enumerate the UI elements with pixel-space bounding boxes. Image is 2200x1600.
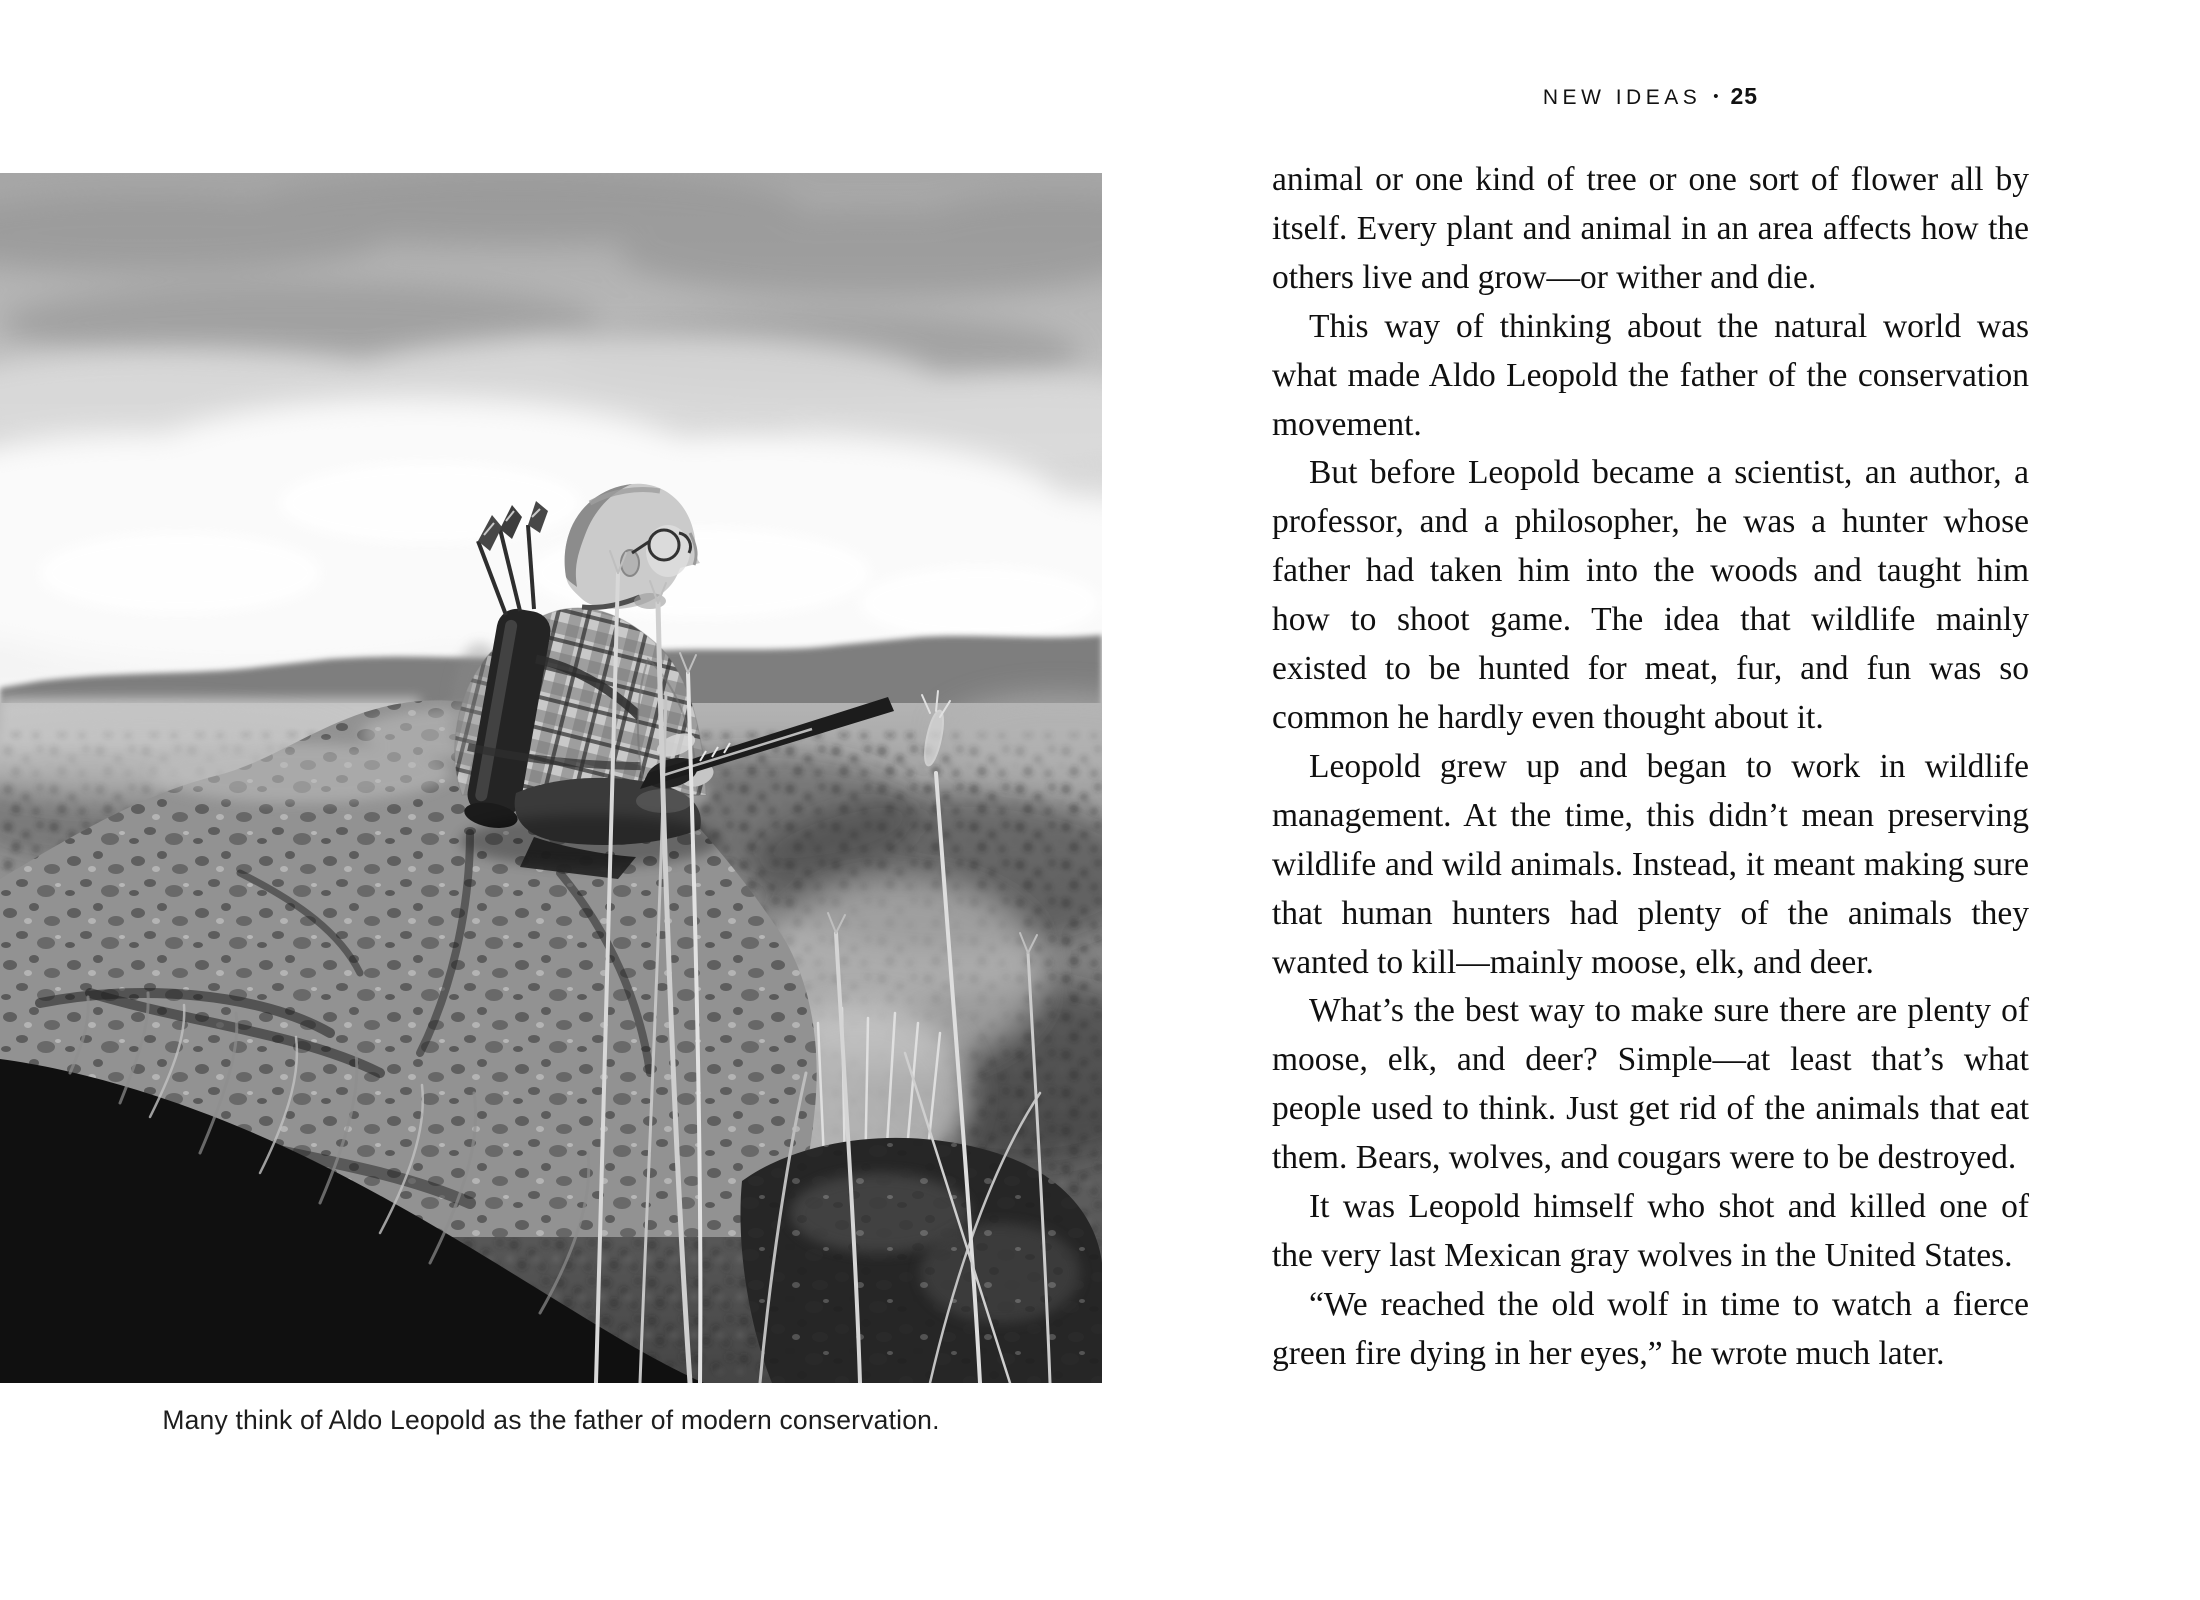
leopold-photo (0, 173, 1102, 1383)
photo-figure (0, 173, 1102, 1383)
body-paragraph: It was Leopold himself who shot and killed one of the very last Mexican gray wolves in the United States. (1272, 1188, 2029, 1274)
photo-caption: Many think of Aldo Leopold as the father of modern conservation. (162, 1405, 940, 1435)
body-paragraph: Leopold grew up and began to work in wildlife management. At the time, this didn’t mean preserving wildlife and wild animals. Instead, it meant making sure that human hunters had plenty of the animals they wanted to kill—mainly moose, elk, and deer. (1272, 747, 2029, 981)
body-paragraph: animal or one kind of tree or one sort of flower all by itself. Every plant and animal in an area affects how the others live and grow—or wither and die. (1272, 161, 2029, 296)
header-separator: • (1713, 88, 1719, 105)
ear (621, 550, 639, 576)
body-paragraph: What’s the best way to make sure there are plenty of moose, elk, and deer? Simple—at least that’s what people used to think. Just get rid of the animals that eat them. Bears, wolves, and cougars were to be destroyed. (1272, 992, 2029, 1177)
body-paragraph: “We reached the old wolf in time to watch a fierce green fire dying in her eyes,” he wrote much later. (1272, 1285, 2029, 1372)
body-text (1272, 156, 2029, 1379)
body-paragraph: This way of thinking about the natural world was what made Aldo Leopold the father of the conservation movement. (1272, 307, 2029, 443)
page-number: 25 (1730, 83, 1759, 109)
running-header (1272, 83, 2029, 110)
section-title: NEW IDEAS (1542, 86, 1702, 109)
body-paragraph: But before Leopold became a scientist, an author, a professor, and a philosopher, he was a hunter whose father had taken him into the woods and taught him how to shoot game. The idea that wildlife mainly existed to be hunted for meat, fur, and fun was so common he hardly even thought about it. (1272, 454, 2029, 736)
